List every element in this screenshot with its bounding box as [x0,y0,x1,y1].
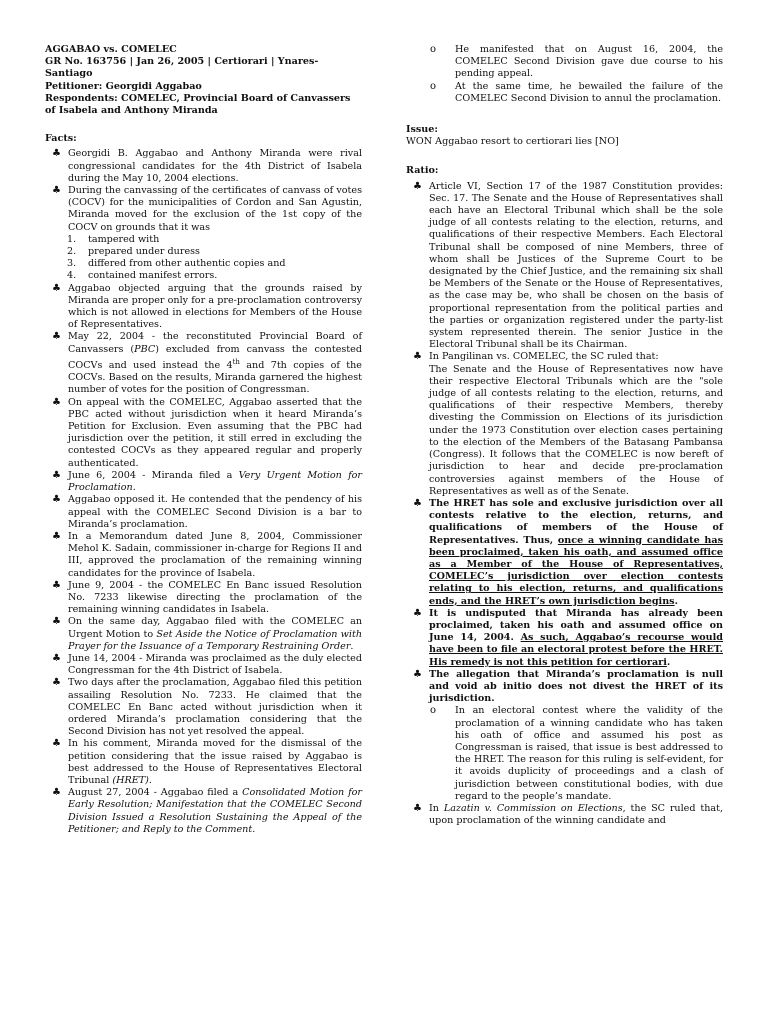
sub-item: o At the same time, he bewailed the failure of the COMELEC Second Division to annul the proclamation. [430,80,723,104]
club-bullet-icon: ♣ [52,616,61,628]
club-bullet-icon: ♣ [413,607,422,619]
fact-item: ♣ On appeal with the COMELEC, Aggabao asserted that the PBC acted without jurisdiction when it heard Miranda’s Petition for Exclusion. Even assuming that the PBC had jurisdiction over the petition, it still erred in excluding the contested COCVs as they appeared regular and properly authenticated. [45,397,362,470]
ratio-item: ♣ The allegation that Miranda’s proclamation is null and void ab initio does not divest the HRET of its jurisdiction. [406,669,723,706]
club-bullet-icon: ♣ [52,282,61,294]
issue-text: WON Aggabao resort to certiorari lies [NO] [406,136,619,148]
club-bullet-icon: ♣ [52,469,61,481]
sub-item: o He manifested that on August 16, 2004, the COMELEC Second Division gave due course to his pending appeal. [430,44,723,80]
club-bullet-icon: ♣ [52,787,61,799]
club-bullet-icon: ♣ [413,180,422,192]
ground-item: 4. contained manifest errors. [67,270,218,282]
case-citation: GR No. 163756 | Jan 26, 2005 | Certiorari | Ynares-Santiago [45,56,319,80]
fact-item: ♣ August 27, 2004 - Aggabao filed a Consolidated Motion for Early Resolution; Manifestation that the COMELEC Second Division Issued a Resolution Sustaining the Appeal of the Petitioner; and Reply to the Comment. [45,787,362,836]
issue-heading: Issue: [406,124,438,136]
club-bullet-icon: ♣ [413,497,422,509]
fact-item: ♣ Aggabao objected arguing that the grounds raised by Miranda are proper only for a pre-proclamation controversy which is not allowed in elections for Members of the House of Representatives. [45,283,362,332]
fact-item: ♣ Two days after the proclamation, Aggabao filed this petition assailing Resolution No. 7233. He claimed that the COMELEC En Banc acted without jurisdiction when it ordered Miranda’s proclamation considering that the Second Division has not yet resolved the appeal. [45,677,362,738]
fact-item: ♣ On the same day, Aggabao filed with the COMELEC an Urgent Motion to Set Aside the Notice of Proclamation with Prayer for the Issuance of a Temporary Restraining Order. [45,616,362,653]
fact-item: ♣ May 22, 2004 - the reconstituted Provincial Board of Canvassers (PBC) excluded from canvass the contested COCVs and used instead the 4th and 7th copies of the COCVs. Based on the results, Miranda garnered the highest number of votes for the position of Congressman. [45,331,362,396]
ratio-item: ♣ In Lazatin v. Commission on Elections, the SC ruled that, upon proclamation of the winning candidate and [406,803,723,827]
club-bullet-icon: ♣ [52,494,61,506]
club-bullet-icon: ♣ [52,579,61,591]
case-title: AGGABAO vs. COMELEC [45,44,177,55]
club-bullet-icon: ♣ [52,185,61,197]
club-bullet-icon: ♣ [52,738,61,750]
ratio-heading: Ratio: [406,165,439,177]
club-bullet-icon: ♣ [52,530,61,542]
circle-bullet-icon: o [430,80,437,92]
club-bullet-icon: ♣ [52,148,61,160]
respondents-line: Respondents: COMELEC, Provincial Board of Canvassers of Isabela and Anthony Miranda [45,92,351,117]
ratio-item: ♣ In Pangilinan vs. COMELEC, the SC ruled that: The Senate and the House of Representatives now have their respective Electoral Tribunals which are the "sole judge of all contests relating to the election, returns, and qualifications of their respective Members, thereby divesting the Commission on Elections of its jurisdiction under the 1973 Constitution over election cases pertaining to the election of the Members of the Batasang Pambansa (Congress). It follows that the COMELEC is now bereft of jurisdiction to hear and decide pre-proclamation controversies against members of the House of Representatives as well as of the Senate. [406,351,723,497]
club-bullet-icon: ♣ [413,668,422,680]
club-bullet-icon: ♣ [413,351,422,363]
fact-item: ♣ Aggabao opposed it. He contended that the pendency of his appeal with the COMELEC Second Division is a bar to Miranda’s proclamation. [45,494,362,531]
circle-bullet-icon: o [430,705,437,717]
fact-item: ♣ June 9, 2004 - the COMELEC En Banc issued Resolution No. 7233 likewise directing the proclamation of the remaining winning candidates in Isabela. [45,580,362,617]
club-bullet-icon: ♣ [52,396,61,408]
right-column [406,44,723,827]
fact-item: ♣ In a Memorandum dated June 8, 2004, Commissioner Mehol K. Sadain, commissioner in-charge for Regions II and III, approved the proclamation of the remaining winning candidates for the province of Isabela. [45,531,362,580]
fact-item: ♣ During the canvassing of the certificates of canvass of votes (COCV) for the municipalities of Cordon and San Agustin, Miranda moved for the exclusion of the 1st copy of the COCV on grounds that it was [45,185,362,234]
club-bullet-icon: ♣ [52,677,61,689]
fact-item: ♣ June 6, 2004 - Miranda filed a Very Urgent Motion for Proclamation. [45,470,362,494]
fact-item: ♣ June 14, 2004 - Miranda was proclaimed as the duly elected Congressman for the 4th District of Isabela. [45,653,362,677]
fact-item: ♣ In his comment, Miranda moved for the dismissal of the petition considering that the issue raised by Aggabao is best addressed to the House of Representatives Electoral Tribunal (HRET). [45,738,362,787]
facts-heading: Facts: [45,133,77,145]
ratio-item: ♣ The HRET has sole and exclusive jurisdiction over all contests relative to the election, returns, and qualifications of members of the House of Representatives. Thus, once a winning candidate has been proclaimed, taken his oath, and assumed office as a Member of the House of Representatives, COMELEC’s jurisdiction over election contests relating to his election, returns, and qualifications ends, and the HRET’s own jurisdiction begins. [406,498,723,608]
club-bullet-icon: ♣ [413,802,422,814]
ratio-item: ♣ Article VI, Section 17 of the 1987 Constitution provides: Sec. 17. The Senate and the House of Representatives shall each have an Electoral Tribunal which shall be the sole judge of all contests relating to the election, returns, and qualifications of their respective Members. Each Electoral Tribunal shall be composed of nine Members, three of whom shall be Justices of the Supreme Court to be designated by the Chief Justice, and the remaining six shall be Members of the Senate or the House of Representatives, as the case may be, who shall be chosen on the basis of proportional representation from the political parties and the parties or organization registered under the party-list system represented therein. The senior Justice in the Electoral Tribunal shall be its Chairman. [406,181,723,352]
left-column [45,44,362,836]
case-header [45,44,362,117]
club-bullet-icon: ♣ [52,331,61,343]
ground-item: 2. prepared under duress [67,246,200,258]
petitioner-line: Petitioner: Georgidi Aggabao [45,80,202,92]
ground-item: 1. tampered with [67,233,160,245]
ratio-item: ♣ It is undisputed that Miranda has already been proclaimed, taken his oath and assumed office on June 14, 2004. As such, Aggabao’s recourse would have been to file an electoral protest before the HRET. His remedy is not this petition for certiorari. [406,608,723,669]
circle-bullet-icon: o [430,44,437,55]
club-bullet-icon: ♣ [52,652,61,664]
fact-item: ♣ Georgidi B. Aggabao and Anthony Miranda were rival congressional candidates for the 4th District of Isabela during the May 10, 2004 elections. [45,148,362,185]
ground-item: 3. differed from other authentic copies and [67,258,286,270]
sub-item: o In an electoral contest where the validity of the proclamation of a winning candidate who has taken his oath of office and assumed his post as Congressman is raised, that issue is best addressed to the HRET. The reason for this ruling is self-evident, for it avoids duplicity of proceedings and a clash of jurisdiction between constitutional bodies, with due regard to the people’s mandate. [430,705,723,802]
